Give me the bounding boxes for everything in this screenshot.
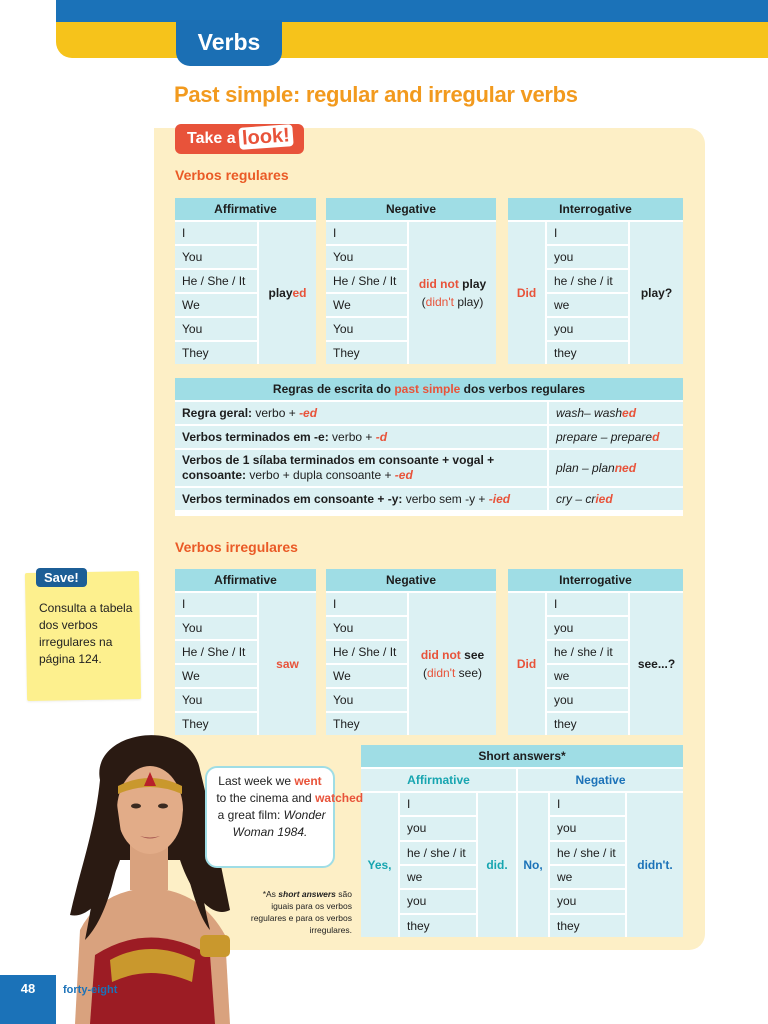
pronoun-cell: they bbox=[400, 915, 476, 937]
pronoun-cell: we bbox=[547, 665, 628, 687]
rule-row bbox=[175, 402, 547, 424]
spelling-rules-table bbox=[175, 378, 683, 516]
top-yellow-bar bbox=[56, 22, 768, 58]
pronoun-cell: I bbox=[326, 593, 407, 615]
bubble-text: a great film: bbox=[214, 808, 284, 822]
pronoun-cell: He / She / It bbox=[175, 270, 257, 292]
regular-negative-table bbox=[326, 198, 496, 364]
verb-suffix: ed bbox=[292, 286, 307, 300]
example-base: cry – cr bbox=[556, 492, 596, 506]
rules-header-b: dos verbos regulares bbox=[460, 382, 586, 396]
verb-base: play bbox=[268, 286, 293, 300]
rule-suffix: -ed bbox=[394, 468, 413, 482]
rule-text: verbo + bbox=[252, 406, 300, 420]
short-answers-footnote bbox=[248, 888, 352, 936]
question-verb-cell: play? bbox=[630, 222, 683, 364]
did-not: did not bbox=[418, 277, 459, 291]
rule-example bbox=[549, 488, 683, 510]
pronoun-cell: I bbox=[547, 593, 628, 615]
save-note-text: Consulta a tabela dos verbos irregulares na página 124. bbox=[39, 601, 133, 666]
irregular-interrogative-table bbox=[508, 569, 683, 735]
bubble-film: Wonder Woman 1984. bbox=[232, 808, 326, 839]
short-answers-header: Short answers* bbox=[361, 745, 683, 767]
unit-tab: Verbs bbox=[176, 20, 282, 66]
pronoun-cell: You bbox=[326, 617, 407, 639]
bubble-text: Last week we bbox=[218, 774, 295, 788]
rule-row bbox=[175, 450, 547, 486]
pronoun-cell: I bbox=[547, 222, 628, 244]
regular-verbs-heading: Verbos regulares bbox=[175, 167, 289, 183]
example-suffix: d bbox=[652, 430, 660, 444]
pronoun-cell: We bbox=[326, 294, 407, 316]
rule-text: verbo + bbox=[328, 430, 376, 444]
top-blue-bar bbox=[56, 0, 768, 22]
neg-short-verb: see bbox=[458, 666, 478, 680]
pronoun-cell: You bbox=[326, 318, 407, 340]
pronoun-cell: he / she / it bbox=[547, 641, 628, 663]
didnt-cell: didn't. bbox=[627, 793, 683, 937]
pronoun-cell: I bbox=[175, 222, 257, 244]
short-affirmative-header: Affirmative bbox=[361, 769, 516, 791]
irregular-negative-table bbox=[326, 569, 496, 735]
pronoun-cell: He / She / It bbox=[326, 641, 407, 663]
example-suffix: ied bbox=[595, 492, 613, 506]
affirmative-header: Affirmative bbox=[175, 198, 316, 220]
regular-interrogative-table bbox=[508, 198, 683, 364]
page-title: Past simple: regular and irregular verbs bbox=[174, 82, 578, 107]
pronoun-cell: they bbox=[550, 915, 625, 937]
rule-example bbox=[549, 402, 683, 424]
pronoun-cell: they bbox=[547, 713, 628, 735]
pronoun-cell: You bbox=[326, 246, 407, 268]
did-cell: Did bbox=[508, 593, 545, 735]
footnote-c: são iguais para os verbos regulares e para os verbos irregulares. bbox=[250, 889, 352, 935]
rules-header-highlight: past simple bbox=[394, 382, 461, 396]
did-cell: Did bbox=[508, 222, 545, 364]
speech-bubble bbox=[205, 766, 364, 868]
pronoun-cell: you bbox=[547, 318, 628, 340]
rule-suffix: -d bbox=[375, 430, 388, 444]
neg-verb: see bbox=[464, 648, 485, 662]
negative-verb-cell: did not see (didn't see) bbox=[409, 593, 496, 735]
didnt: didn't bbox=[425, 295, 454, 309]
neg-verb: play bbox=[462, 277, 487, 291]
rule-example bbox=[549, 426, 683, 448]
pronoun-cell: you bbox=[547, 617, 628, 639]
rule-suffix: -ed bbox=[299, 406, 318, 420]
take-a-label: Take a bbox=[187, 130, 236, 147]
neg-short-verb: play bbox=[457, 295, 480, 309]
rules-header-a: Regras de escrita do bbox=[272, 382, 395, 396]
example-suffix: ed bbox=[622, 406, 637, 420]
pronoun-cell: we bbox=[400, 866, 476, 888]
pronoun-cell: you bbox=[400, 817, 476, 839]
affirmative-header: Affirmative bbox=[175, 569, 316, 591]
bubble-text: to the cinema and bbox=[213, 791, 316, 805]
example-base: plan – plan bbox=[556, 461, 615, 475]
page-number: 48 bbox=[0, 975, 56, 1024]
rule-row bbox=[175, 488, 547, 510]
pronoun-cell: he / she / it bbox=[550, 842, 625, 864]
pronoun-cell: You bbox=[175, 689, 257, 711]
pronoun-cell: They bbox=[326, 713, 407, 735]
pronoun-cell: They bbox=[326, 342, 407, 364]
rule-suffix: -ied bbox=[488, 492, 511, 506]
question-verb-cell: see...? bbox=[630, 593, 683, 735]
did-cell: did. bbox=[478, 793, 516, 937]
pronoun-cell: I bbox=[550, 793, 625, 815]
pronoun-cell: he / she / it bbox=[400, 842, 476, 864]
bubble-watched: watched bbox=[315, 791, 364, 805]
rule-text: verbo + dupla consoante + bbox=[246, 468, 395, 482]
take-a-look-badge bbox=[175, 124, 304, 154]
short-negative-header: Negative bbox=[518, 769, 683, 791]
pronoun-cell: they bbox=[547, 342, 628, 364]
pronoun-cell: He / She / It bbox=[175, 641, 257, 663]
rule-label: Verbos de 1 sílaba terminados em consoante + vogal + consoante: bbox=[182, 453, 495, 482]
regular-affirmative-table bbox=[175, 198, 316, 364]
rule-label: Verbos terminados em -e: bbox=[182, 430, 329, 444]
irregular-affirmative-table bbox=[175, 569, 316, 735]
pronoun-cell: You bbox=[175, 246, 257, 268]
pronoun-cell: you bbox=[550, 890, 625, 912]
footnote-b: short answers bbox=[278, 889, 336, 899]
rule-label: Regra geral: bbox=[182, 406, 253, 420]
example-base: wash– wash bbox=[556, 406, 623, 420]
pronoun-cell: You bbox=[175, 318, 257, 340]
did-not: did not bbox=[420, 648, 461, 662]
pronoun-cell: you bbox=[400, 890, 476, 912]
rule-text: verbo sem -y + bbox=[402, 492, 489, 506]
pronoun-cell: I bbox=[326, 222, 407, 244]
pronoun-cell: We bbox=[326, 665, 407, 687]
short-answers-table bbox=[361, 745, 683, 937]
pronoun-cell: We bbox=[175, 665, 257, 687]
yes-cell: Yes, bbox=[361, 793, 398, 937]
pronoun-cell: You bbox=[175, 617, 257, 639]
verb-cell: saw bbox=[259, 593, 316, 735]
footnote-a: *As bbox=[262, 889, 279, 899]
pronoun-cell: you bbox=[550, 817, 625, 839]
save-tag: Save! bbox=[36, 568, 87, 587]
irregular-verbs-heading: Verbos irregulares bbox=[175, 539, 298, 555]
example-suffix: ned bbox=[614, 461, 637, 475]
negative-header: Negative bbox=[326, 569, 496, 591]
pronoun-cell: he / she / it bbox=[547, 270, 628, 292]
negative-verb-cell: did not play (didn't play) bbox=[409, 222, 496, 364]
bubble-went: went bbox=[294, 774, 322, 788]
pronoun-cell: You bbox=[326, 689, 407, 711]
pronoun-cell: They bbox=[175, 342, 257, 364]
didnt: didn't bbox=[426, 666, 456, 680]
rules-header bbox=[175, 378, 683, 400]
look-word: look! bbox=[238, 124, 293, 150]
page-number-words: forty-eight bbox=[63, 984, 118, 996]
pronoun-cell: We bbox=[175, 294, 257, 316]
interrogative-header: Interrogative bbox=[508, 198, 683, 220]
pronoun-cell: you bbox=[547, 689, 628, 711]
pronoun-cell: I bbox=[175, 593, 257, 615]
no-cell: No, bbox=[518, 793, 548, 937]
verb-cell bbox=[259, 222, 316, 364]
pronoun-cell: we bbox=[547, 294, 628, 316]
pronoun-cell: you bbox=[547, 246, 628, 268]
negative-header: Negative bbox=[326, 198, 496, 220]
pronoun-cell: They bbox=[175, 713, 257, 735]
example-base: prepare – prepare bbox=[556, 430, 653, 444]
rule-row bbox=[175, 426, 547, 448]
rule-example bbox=[549, 450, 683, 486]
rule-label: Verbos terminados em consoante + -y: bbox=[182, 492, 403, 506]
pronoun-cell: He / She / It bbox=[326, 270, 407, 292]
interrogative-header: Interrogative bbox=[508, 569, 683, 591]
pronoun-cell: we bbox=[550, 866, 625, 888]
pronoun-cell: I bbox=[400, 793, 476, 815]
